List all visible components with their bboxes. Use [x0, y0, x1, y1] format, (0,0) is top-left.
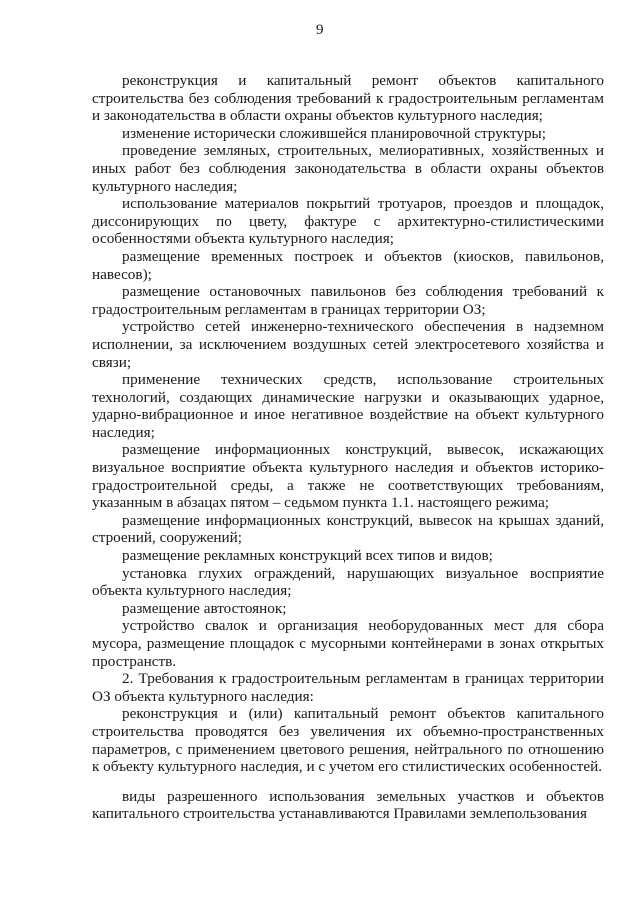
paragraph-waste-sites: устройство свалок и организация необорудованных мест для сбора мусора, размещение площадок с мусорными контейнерами в зонах открытых пространств. [92, 617, 604, 670]
paragraph-parking: размещение автостоянок; [122, 599, 287, 617]
paragraph-planning-structure: изменение исторически сложившейся планировочной структуры; [122, 124, 546, 142]
paragraph-information-structures: размещение информационных конструкций, вывесок, искажающих визуальное восприятие объекта культурного наследия и объектов историко-градостроительной среды, а также не соответствующих требованиям, указанным в абзацах пятом – седьмом пункта 1.1. настоящего режима; [92, 441, 604, 512]
paragraph-technical-means: применение технических средств, использование строительных технологий, создающих динамические нагрузки и оказывающих ударное, ударно-вибрационное и иное негативное воздействие на объект культурного наследия; [92, 371, 604, 441]
page-number: 9 [316, 22, 324, 38]
paragraph-permitted-use: виды разрешенного использования земельных участков и объектов капитального строительства устанавливаются Правилами землепользования [92, 787, 604, 823]
paragraph-advertising: размещение рекламных конструкций всех типов и видов; [122, 547, 493, 565]
paragraph-bus-shelters: размещение остановочных павильонов без соблюдения требований к градостроительным регламентам в границах территории ОЗ; [92, 283, 604, 318]
paragraph-reconstruction: реконструкция и капитальный ремонт объектов капитального строительства без соблюдения требований к градостроительным регламентам и законодательства в области охраны объектов культурного наследия; [92, 72, 604, 125]
paragraph-paving-materials: использование материалов покрытий тротуаров, проездов и площадок, диссонирующих по цвету, фактуре с архитектурно-стилистическими особенностями объекта культурного наследия; [92, 195, 604, 248]
paragraph-capital-repair: реконструкция и (или) капитальный ремонт объектов капитального строительства проводятся без увеличения их объемно-пространственных параметров, с применением цветового решения, нейтрального по отношению к объекту культурного наследия, и с учетом его стилистических особенностей. [92, 705, 604, 776]
paragraph-temporary-buildings: размещение временных построек и объектов (киосков, павильонов, навесов); [92, 247, 604, 283]
paragraph-fences: установка глухих ограждений, нарушающих визуальное восприятие объекта культурного наследия; [92, 564, 604, 600]
paragraph-roof-signs: размещение информационных конструкций, вывесок на крышах зданий, строений, сооружений; [92, 511, 604, 547]
paragraph-utility-networks: устройство сетей инженерно-технического обеспечения в надземном исполнении, за исключением воздушных сетей электросетевого хозяйства и связи; [92, 318, 604, 371]
document-body [92, 72, 604, 823]
section-heading-requirements: 2. Требования к градостроительным регламентам в границах территории ОЗ объекта культурного наследия: [92, 670, 604, 705]
paragraph-earthworks: проведение земляных, строительных, мелиоративных, хозяйственных и иных работ без соблюдения законодательства в области охраны объектов культурного наследия; [92, 142, 604, 195]
